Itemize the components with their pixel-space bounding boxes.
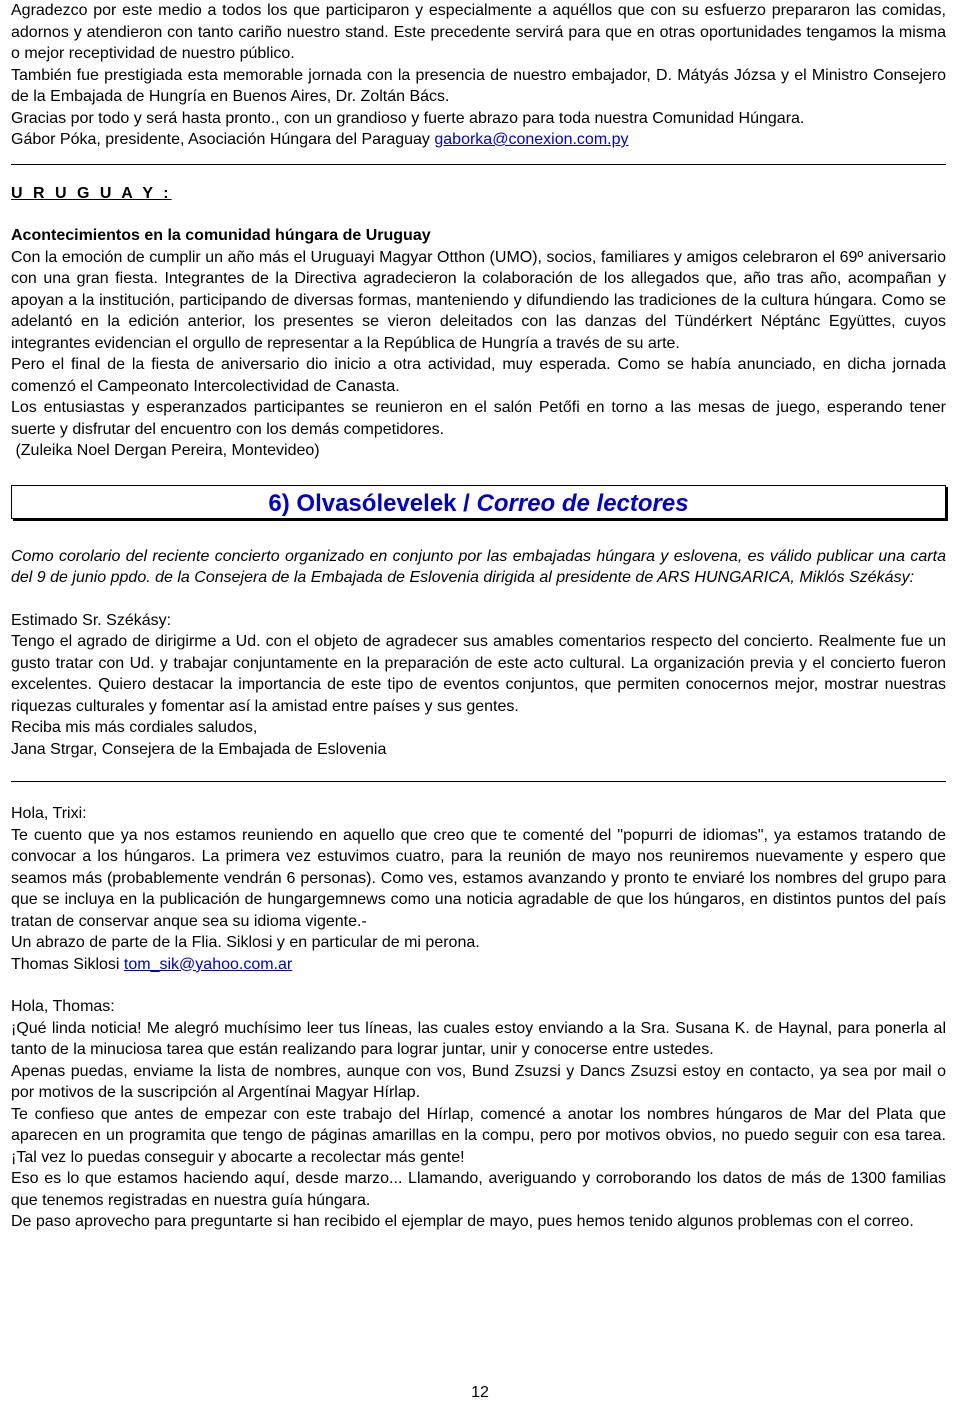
paragraph: Con la emoción de cumplir un año más el Uruguayi Magyar Otthon (UMO), socios, familiares y amigos celebraron el 69º aniversario con una gran fiesta. Integrantes de la Directiva agradecieron la colaboración de los allegados que, año tras año, acompañan y apoyan a la institución, participando de diversas formas, manteniendo y difundiendo las tradiciones de la cultura húngara. Como se adelantó en la edición anterior, los presentes se vieron deleitados con las danzas del Tündérkert Néptánc Együttes, cuyos integrantes evidencian el orgullo de representar a la República de Hungría a través de su arte.	[11, 248, 946, 352]
signature-text: Gábor Póka, presidente, Asociación Húngara del Paraguay	[11, 131, 435, 148]
letter-signature	[11, 954, 946, 976]
document-page	[11, 0, 946, 1233]
letter-signature: Jana Strgar, Consejera de la Embajada de Eslovenia	[11, 740, 387, 758]
email-link[interactable]: tom_sik@yahoo.com.ar	[123, 955, 293, 973]
letter-body: Te confieso que antes de empezar con este trabajo del Hírlap, comencé a anotar los nombres húngaros de Mar del Plata que aparecen en un programita que tengo de páginas amarillas en la compu, pero por motivos obvios, no puedo seguir con esa tarea. ¡Tal vez lo puedas conseguir y abocarte a recolectar más gente!	[11, 1105, 946, 1166]
letter-body: Tengo el agrado de dirigirme a Ud. con el objeto de agradecer sus amables comentarios respecto del concierto. Realmente fue un gusto tratar con Ud. y trabajar conjuntamente en la preparación de este acto cultural. La organización previa y el concierto fueron excelentes. Quiero destacar la importancia de este tipo de eventos conjuntos, que permiten conocernos mejor, mostrar nuestras riquezas culturales y fomentar así la amistad entre países y sus gentes.	[11, 633, 946, 715]
letter-salutation: Estimado Sr. Székásy:	[11, 611, 172, 629]
paragraph: Agradezco por este medio a todos los que participaron y especialmente a aquéllos que con su esfuerzo prepararon las comidas, adornos y atendieron con tanto cariño nuestro stand. Este precedente servirá para que en otras oportunidades tengamos la misma o mejor receptividad de nuestro público.	[11, 2, 946, 62]
letter-intro: Como corolario del reciente concierto organizado en conjunto por las embajadas húngara y eslovena, es válido publicar una carta del 9 de junio ppdo. de la Consejera de la Embajada de Eslovenia dirigida al presidente de ARS HUNGARICA, Miklós Székásy:	[11, 547, 946, 586]
paragraph: Los entusiastas y esperanzados participantes se reunieron en el salón Petőfi en torno a las mesas de juego, esperando tener suerte y disfrutar del encuentro con los demás competidores.	[11, 399, 946, 438]
article-subtitle: Acontecimientos en la comunidad húngara de Uruguay	[11, 227, 431, 244]
letter-body: Te cuento que ya nos estamos reuniendo en aquello que creo que te comenté del "popurri de idiomas", ya estamos tratando de convocar a los húngaros. La primera vez estuvimos cuatro, para la reunión de mayo nos reuniremos nuevamente y espero que seamos más (probablemente vendrán 6 personas). Como ves, estamos avanzando y pronto te enviaré los nombres del grupo para que se incluya en la publicación de hungargemnews como una noticia agradable de que los húngaros, en distintos puntos del país tratan de conservar anque sea su idioma vigente.-	[11, 826, 946, 930]
section-title	[12, 490, 945, 518]
page-number: 12	[471, 1384, 489, 1401]
paragraph: También fue prestigiada esta memorable jornada con la presencia de nuestro embajador, D. Mátyás Józsa y el Ministro Consejero de la Embajada de Hungría en Buenos Aires, Dr. Zoltán Bács.	[11, 66, 946, 105]
letter-closing: Reciba mis más cordiales saludos,	[11, 719, 258, 736]
letter-body: Eso es lo que estamos haciendo aquí, desde marzo... Llamando, averiguando y corroborando los datos de más de 1300 familias que tenemos registradas en nuestra guía húngara.	[11, 1170, 946, 1209]
email-link[interactable]: gaborka@conexion.com.py	[434, 131, 629, 148]
paragraph: Pero el final de la fiesta de aniversario dio inicio a otra actividad, muy esperada. Como se había anunciado, en dicha jornada comenzó el Campeonato Intercolectividad de Canasta.	[11, 356, 946, 395]
letter-closing: Un abrazo de parte de la Flia. Siklosi y en particular de mi perona.	[11, 934, 480, 951]
letter-body: De paso aprovecho para preguntarte si han recibido el ejemplar de mayo, pues hemos tenido algunos problemas con el correo.	[11, 1213, 914, 1230]
section-header-box	[11, 485, 946, 519]
signature-paraguay	[11, 129, 946, 151]
article-author: (Zuleika Noel Dergan Pereira, Montevideo)	[11, 442, 320, 459]
section-title-italic: Correo de lectores	[476, 489, 689, 517]
letter-salutation: Hola, Trixi:	[11, 805, 87, 822]
country-heading-uruguay: U R U G U A Y :	[11, 184, 172, 202]
letter-salutation: Hola, Thomas:	[11, 998, 115, 1015]
section-title-main: 6) Olvasólevelek /	[268, 489, 477, 517]
paragraph: Gracias por todo y será hasta pronto., con un grandioso y fuerte abrazo para toda nuestra Comunidad Húngara.	[11, 109, 805, 127]
signature-text: Thomas Siklosi	[11, 955, 124, 973]
letter-body: ¡Qué linda noticia! Me alegró muchísimo leer tus líneas, las cuales estoy enviando a la Sra. Susana K. de Haynal, para ponerla al tanto de la minuciosa tarea que están realizando para lograr juntar, unir y conocerse entre ustedes.	[11, 1019, 946, 1058]
letter-body: Apenas puedas, enviame la lista de nombres, aunque con vos, Bund Zsuzsi y Dancs Zsuzsi estoy en contacto, ya sea por mail o por motivos de la suscripción al Argentínai Magyar Hírlap.	[11, 1062, 946, 1101]
